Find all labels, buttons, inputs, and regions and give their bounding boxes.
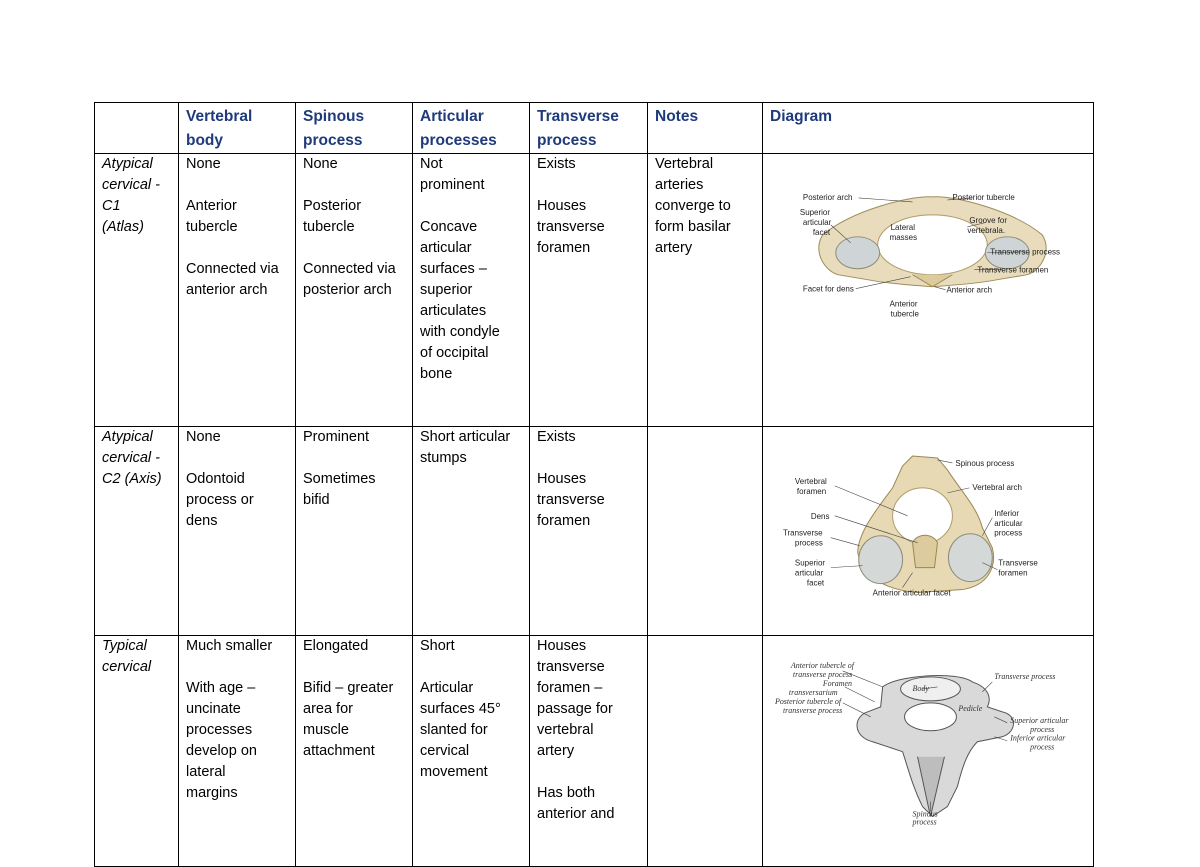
typical-label: Body — [912, 683, 929, 693]
axis-bone-illustration — [858, 456, 994, 593]
header-vertebral-body: Vertebral body — [179, 103, 296, 154]
axis-label: Vertebral arch — [972, 483, 1022, 493]
axis-diagram — [763, 448, 1093, 613]
cell-notes — [648, 635, 763, 866]
axis-label: process — [794, 538, 823, 548]
atlas-label: facet — [812, 227, 831, 237]
axis-label: foramen — [796, 487, 827, 497]
typical-label: transverse process — [782, 705, 843, 715]
axis-label: Superior — [794, 558, 826, 568]
axis-label: Dens — [810, 512, 830, 522]
cell-vertebral-body: Much smaller With age – uncinate processes develop on lateral margins — [179, 635, 296, 866]
typical-label: process — [1030, 742, 1055, 752]
atlas-label: Facet for dens — [802, 284, 854, 294]
atlas-label: Posterior tubercle — [952, 192, 1015, 202]
typical-label: transverse process — [792, 669, 853, 679]
atlas-label: Posterior arch — [802, 192, 853, 202]
atlas-label: Lateral — [890, 222, 915, 232]
axis-label: Inferior — [994, 509, 1020, 519]
axis-label: facet — [806, 578, 825, 588]
cell-articular-processes: Not prominent Concave articular surfaces – superior articulates with condyle of occipital bone — [413, 154, 530, 427]
atlas-label: Transverse process — [990, 247, 1060, 257]
atlas-label: Groove for — [969, 215, 1008, 225]
header-diagram: Diagram — [763, 103, 1094, 154]
atlas-label: vertebrala. — [967, 225, 1006, 235]
header-row — [95, 103, 1094, 154]
axis-label: Anterior articular facet — [872, 588, 951, 598]
typical-label: Inferior articular — [1010, 733, 1066, 743]
diagram-atlas-cell — [763, 154, 1094, 427]
axis-label: Spinous process — [955, 459, 1015, 469]
atlas-label: tubercle — [890, 309, 919, 319]
typical-label: Spinous — [912, 809, 938, 819]
table-row — [95, 635, 1094, 866]
typical-diagram — [763, 657, 1093, 845]
row-label: Atypical cervical - C2 (Axis) — [95, 427, 179, 635]
cell-articular-processes: Short Articular surfaces 45° slanted for cervical movement — [413, 635, 530, 866]
table-row — [95, 427, 1094, 635]
axis-label: Transverse — [998, 558, 1038, 568]
row-label: Atypical cervical - C1 (Atlas) — [95, 154, 179, 427]
axis-label: articular — [794, 568, 824, 578]
typical-label: Transverse process — [994, 671, 1056, 681]
table-row — [95, 154, 1094, 427]
typical-label: Foramen — [822, 678, 853, 688]
cell-transverse-process: Exists Houses transverse foramen — [530, 427, 648, 635]
atlas-label: Superior — [799, 207, 831, 217]
cell-spinous-process: Prominent Sometimes bifid — [296, 427, 413, 635]
cell-vertebral-body: None Odontoid process or dens — [179, 427, 296, 635]
header-transverse-process: Transverse process — [530, 103, 648, 154]
axis-label: articular — [994, 519, 1023, 529]
anatomy-table — [94, 102, 1094, 867]
typical-label: Posterior tubercle of — [774, 696, 842, 706]
header-empty — [95, 103, 179, 154]
atlas-label: Transverse foramen — [977, 265, 1049, 275]
typical-bone-illustration — [857, 675, 1013, 819]
diagram-typical-cell — [763, 635, 1094, 866]
typical-label: Superior articular — [1010, 715, 1069, 725]
row-label: Typical cervical — [95, 635, 179, 866]
typical-label: Pedicle — [958, 703, 983, 713]
atlas-label: Anterior arch — [946, 285, 993, 295]
typical-label: Anterior tubercle of — [790, 660, 854, 670]
axis-label: Transverse — [782, 529, 823, 539]
cell-notes: Vertebral arteries converge to form basilar artery — [648, 154, 763, 427]
cell-transverse-process: Exists Houses transverse foramen — [530, 154, 648, 427]
cell-articular-processes: Short articular stumps — [413, 427, 530, 635]
cell-vertebral-body: None Anterior tubercle Connected via anterior arch — [179, 154, 296, 427]
atlas-diagram — [763, 175, 1093, 405]
cell-transverse-process: Houses transverse foramen – passage for vertebral artery Has both anterior and — [530, 635, 648, 866]
header-notes: Notes — [648, 103, 763, 154]
axis-label: process — [994, 529, 1023, 539]
typical-label: process — [912, 817, 937, 827]
axis-label: foramen — [998, 568, 1028, 578]
cell-notes — [648, 427, 763, 635]
header-spinous-process: Spinous process — [296, 103, 413, 154]
typical-label: process — [1030, 724, 1055, 734]
header-articular-processes: Articular processes — [413, 103, 530, 154]
atlas-label: Anterior — [889, 299, 918, 309]
typical-label: transversarium — [788, 687, 838, 697]
axis-label: Vertebral — [794, 477, 827, 487]
cell-spinous-process: Elongated Bifid – greater area for muscle attachment — [296, 635, 413, 866]
diagram-axis-cell — [763, 427, 1094, 635]
cell-spinous-process: None Posterior tubercle Connected via posterior arch — [296, 154, 413, 427]
atlas-label: masses — [889, 232, 918, 242]
atlas-label: articular — [802, 217, 832, 227]
